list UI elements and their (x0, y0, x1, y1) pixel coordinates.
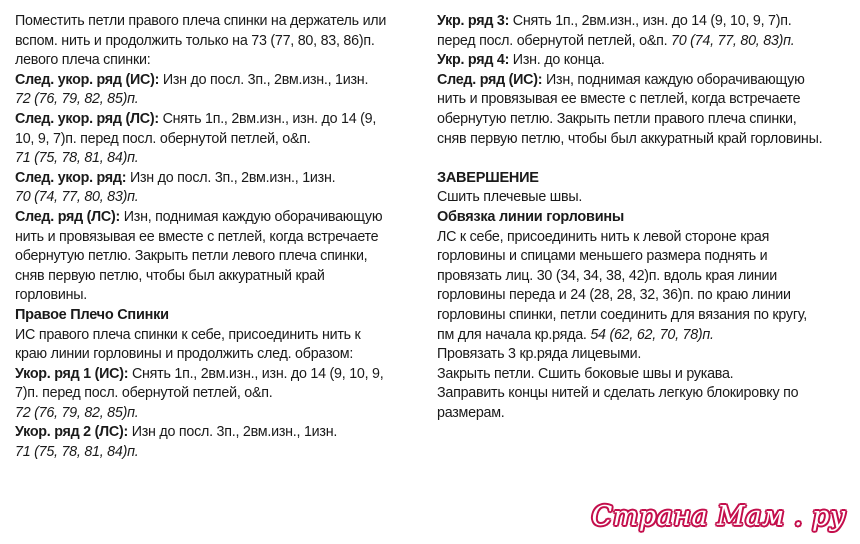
row-label: Укр. ряд 3: (437, 13, 510, 29)
instruction-line: размерам. (437, 404, 505, 421)
instruction-line: 7)п. перед посл. обернутой петлей, о&п. (15, 385, 273, 402)
section-heading: Правое Плечо Спинки (15, 306, 169, 323)
instruction-line: 10, 9, 7)п. перед посл. обернутой петлей, о&п. (15, 130, 311, 147)
instruction-line: горловины спинки, петли соединить для вязания по кругу, (437, 306, 807, 323)
right-column (437, 12, 855, 423)
instruction-line: обернутую петлю. Закрыть петли правого плеча спинки, (437, 110, 797, 127)
row-text: пм для начала кр.ряда. (437, 326, 591, 343)
instruction-line: Заправить концы нитей и сделать легкую блокировку по (437, 385, 799, 402)
row-label: След. укор. ряд: (15, 169, 127, 186)
row-text: Изн, поднимая каждую оборачивающую (542, 71, 805, 88)
row-label: След. ряд (ИС): (437, 71, 543, 88)
row-text: Снять 1п., 2вм.изн., изн. до 14 (9, 10, 9, 7)п. (509, 13, 792, 29)
instruction-line: сняв первую петлю, чтобы был аккуратный край (15, 267, 325, 284)
stitch-counts: 71 (75, 78, 81, 84)п. (15, 444, 139, 461)
instruction-line: Закрыть петли. Сшить боковые швы и рукава. (437, 365, 734, 382)
intro-line: Поместить петли правого плеча спинки на держатель или (15, 13, 387, 29)
instruction-line: ЛС к себе, присоединить нить к левой стороне края (437, 228, 770, 245)
stitch-counts: 54 (62, 62, 70, 78)п. (590, 326, 714, 343)
row-text: Изн до посл. 3п., 2вм.изн., 1изн. (159, 71, 369, 88)
instruction-line (437, 71, 855, 91)
row-label: Укор. ряд 1 (ИС): (15, 365, 129, 382)
instruction-line: провязать лиц. 30 (34, 34, 38, 42)п. вдоль края линии (437, 267, 777, 284)
instruction-line: сняв первую петлю, чтобы был аккуратный край горловины. (437, 130, 823, 147)
instruction-line: горловины и спицами меньшего размера поднять и (437, 248, 768, 265)
row-label: Укр. ряд 4: (437, 52, 510, 69)
row-text: Снять 1п., 2вм.изн., изн. до 14 (9, (158, 110, 377, 127)
section-heading: ЗАВЕРШЕНИЕ (437, 169, 539, 186)
row-text: Изн. до конца. (509, 52, 605, 69)
instruction-line: Провязать 3 кр.ряда лицевыми. (437, 346, 642, 363)
row-label: Укор. ряд 2 (ЛС): (15, 424, 128, 441)
instruction-line: ИС правого плеча спинки к себе, присоединить нить к (15, 326, 361, 343)
instruction-line (15, 365, 423, 385)
instruction-line: обернутую петлю. Закрыть петли левого плеча спинки, (15, 248, 368, 265)
site-watermark: Страна Мам . ру (591, 501, 846, 532)
instruction-line (15, 110, 423, 130)
instruction-line: Сшить плечевые швы. (437, 189, 583, 206)
stitch-counts: 70 (74, 77, 80, 83)п. (671, 32, 795, 49)
instruction-line: краю линии горловины и продолжить след. образом: (15, 346, 354, 363)
row-label: След. укор. ряд (ЛС): (15, 110, 159, 127)
row-text: Снять 1п., 2вм.изн., изн. до 14 (9, 10, 9, (128, 365, 384, 382)
instruction-line (15, 423, 423, 443)
instruction-line: нить и провязывая ее вместе с петлей, когда встречаете (437, 91, 801, 108)
spacer (437, 149, 855, 169)
instruction-line (437, 12, 855, 32)
instruction-line: нить и провязывая ее вместе с петлей, когда встречаете (15, 228, 379, 245)
row-label: След. укор. ряд (ИС): (15, 71, 160, 88)
instruction-line: горловины переда и 24 (28, 28, 32, 36)п. по краю линии (437, 287, 791, 304)
instruction-line (437, 32, 855, 52)
intro-line: вспом. нить и продолжить только на 73 (77, 80, 83, 86)п. (15, 32, 375, 49)
stitch-counts: 71 (75, 78, 81, 84)п. (15, 150, 139, 167)
instruction-line (437, 51, 855, 71)
instruction-line (15, 169, 423, 189)
row-text: перед посл. обернутой петлей, о&п. (437, 32, 672, 49)
left-column (15, 12, 423, 463)
row-text: Изн, поднимая каждую оборачивающую (120, 208, 383, 225)
stitch-counts: 70 (74, 77, 80, 83)п. (15, 189, 139, 206)
instruction-line (15, 208, 423, 228)
stitch-counts: 72 (76, 79, 82, 85)п. (15, 404, 139, 421)
instruction-line: горловины. (15, 287, 87, 304)
stitch-counts: 72 (76, 79, 82, 85)п. (15, 91, 139, 108)
instruction-line (15, 71, 423, 91)
instruction-line (437, 326, 855, 346)
section-heading: Обвязка линии горловины (437, 208, 625, 225)
row-text: Изн до посл. 3п., 2вм.изн., 1изн. (127, 424, 338, 441)
row-text: Изн до посл. 3п., 2вм.изн., 1изн. (126, 169, 336, 186)
row-label: След. ряд (ЛС): (15, 208, 121, 225)
intro-line: левого плеча спинки: (15, 52, 151, 69)
